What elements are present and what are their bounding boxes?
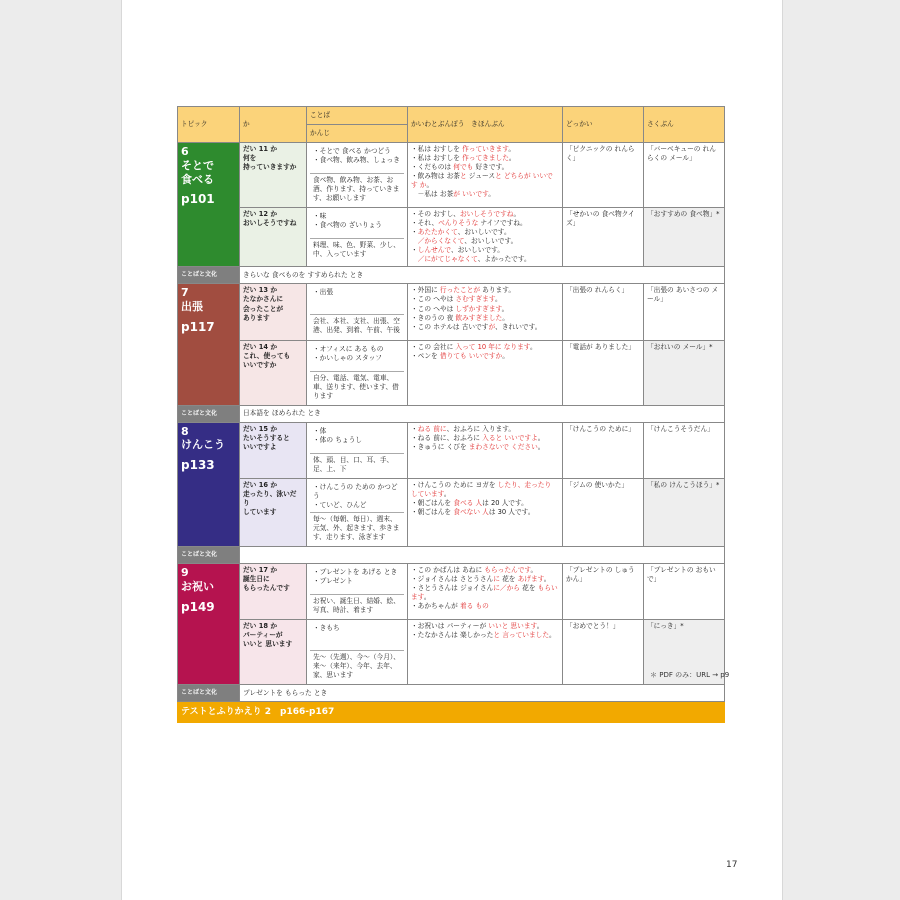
grammar-highlight: もらいます xyxy=(411,584,558,602)
lesson-title-line: あります xyxy=(243,313,270,322)
grammar-text: ・その おすし、 xyxy=(411,210,460,219)
unit-page: p133 xyxy=(181,458,215,473)
lesson-title-cell xyxy=(240,478,307,546)
header-dokkai: どっかい xyxy=(563,107,644,143)
reading-cell: 「電話が ありました」 xyxy=(563,340,644,405)
writing-cell: 「おれいの メール」* xyxy=(644,340,725,405)
kanji-list: 会社、本社、支社、出張、空港、出発、到着、午前、午後 xyxy=(313,317,400,335)
lesson-row xyxy=(178,620,725,685)
vocab-cell xyxy=(307,284,408,340)
lesson-title-cell xyxy=(240,143,307,208)
unit-topic-cell xyxy=(178,564,240,685)
lesson-row xyxy=(178,422,725,478)
vocab-topics xyxy=(310,481,404,513)
lesson-title-line: いいと 思います xyxy=(243,640,293,649)
vocab-cell xyxy=(307,422,408,478)
grammar-highlight: 飲みすぎました xyxy=(455,313,503,322)
grammar-sentence xyxy=(411,190,559,199)
vocab-topics xyxy=(310,622,404,651)
lesson-title-line: だい 17 か xyxy=(243,566,278,575)
reading-cell: 「ジムの 使いかた」 xyxy=(563,478,644,546)
reading-cell: 「ピクニックの れんらく」 xyxy=(563,143,644,208)
writing-cell: 「おすすめの 食べ物」* xyxy=(644,208,725,267)
culture-label: ことばと文化 xyxy=(178,405,240,422)
kanji-list: 体、頭、目、口、耳、手、足、上、下 xyxy=(313,455,394,473)
lesson-title-cell xyxy=(240,620,307,685)
grammar-highlight: あげます xyxy=(517,575,544,584)
grammar-sentence xyxy=(411,575,559,584)
grammar-text: 、おいしいです。 xyxy=(464,237,518,246)
grammar-sentence xyxy=(411,584,559,602)
grammar-sentence xyxy=(411,323,559,332)
reading-cell: 「せかいの 食べ物クイズ」 xyxy=(563,208,644,267)
grammar-sentence xyxy=(411,425,559,434)
culture-text: プレゼントを もらった とき xyxy=(240,685,725,702)
grammar-text: ・くだものは xyxy=(411,163,454,172)
unit-title: お祝い xyxy=(181,579,214,593)
culture-label: ことばと文化 xyxy=(178,547,240,564)
writing-cell: 「けんこうそうだん」 xyxy=(644,422,725,478)
unit-title: そとで xyxy=(181,158,214,172)
header-grammar: かいわとぶんぽう きほんぶん xyxy=(408,107,563,143)
grammar-text: 。 xyxy=(494,295,502,304)
writing-cell: 「バーベキューの れんらくの メール」 xyxy=(644,143,725,208)
header-ka: か xyxy=(240,107,307,143)
kanji-list: 料理、味、色、野菜、少し、中、入っています xyxy=(313,241,400,259)
grammar-text: 。 xyxy=(536,622,544,631)
header-sakubun: さくぶん xyxy=(644,107,725,143)
lesson-title-line: 会ったことが xyxy=(243,304,284,313)
grammar-text: 。 xyxy=(423,593,431,602)
grammar-sentence xyxy=(411,481,559,499)
vocab-cell xyxy=(307,340,408,405)
grammar-cell xyxy=(408,564,563,620)
grammar-text: 。 xyxy=(488,190,495,199)
grammar-sentence xyxy=(411,228,559,237)
vocab-topic: ・プレゼント xyxy=(313,577,353,586)
lesson-row xyxy=(178,564,725,620)
vocab-topic: ・出張 xyxy=(313,288,334,297)
grammar-text: 、おいしいです。 xyxy=(457,228,511,237)
writing-cell: 「私の けんこうほう」* xyxy=(644,478,725,546)
lesson-row xyxy=(178,208,725,267)
footnote: ＊ PDF のみ：URL → p9 xyxy=(650,671,730,679)
grammar-sentence xyxy=(411,602,559,611)
grammar-text: ・飲み物は お茶 xyxy=(411,172,460,181)
kanji-list: 毎～（毎朝、毎日）、週末、元気、外、起きます、歩きます、走ります、泳ぎます xyxy=(313,514,400,541)
grammar-text: ・きのうの 夜 xyxy=(411,313,456,322)
lesson-title-line: たなかさんに xyxy=(243,295,284,304)
unit-page: p117 xyxy=(181,319,215,334)
culture-row xyxy=(178,685,725,702)
grammar-highlight: しんせんで xyxy=(417,246,451,255)
lesson-title-line: いいですか xyxy=(243,360,277,369)
grammar-text: あります。 xyxy=(480,286,516,295)
vocab-topics xyxy=(310,566,404,595)
writing-cell: 「プレゼントの おもいで」 xyxy=(644,564,725,620)
grammar-sentence xyxy=(411,343,559,352)
lesson-title-line: おいしそうですね xyxy=(243,219,297,228)
grammar-sentence xyxy=(411,145,559,154)
table-body xyxy=(178,143,725,723)
grammar-text: ・外国に xyxy=(411,286,440,295)
vocab-topic: ・食べ物の ざいりょう xyxy=(313,221,382,230)
test-review-row xyxy=(178,702,725,723)
grammar-text: 花を xyxy=(499,575,518,584)
lesson-title-line: パーティーが xyxy=(243,631,283,640)
grammar-text: 。 xyxy=(543,575,551,584)
vocab-topic: ・かいしゃの スタッフ xyxy=(313,353,382,362)
culture-row xyxy=(178,267,725,284)
vocab-topic: ・きもち xyxy=(313,624,340,633)
lesson-title-line: いいですよ xyxy=(243,442,277,451)
grammar-highlight: 借りても いいですか xyxy=(439,351,503,360)
grammar-sentence xyxy=(411,163,559,172)
vocab-cell xyxy=(307,478,408,546)
lesson-title-line: だい 12 か xyxy=(243,210,278,219)
reading-cell: 「出張の れんらく」 xyxy=(563,284,644,340)
grammar-sentence xyxy=(411,219,559,228)
vocab-topic: ・そとで 食べる かつどう xyxy=(313,147,391,155)
vocab-topic: ・味 xyxy=(313,212,327,221)
grammar-sentence xyxy=(411,434,559,443)
kanji-list: 先～（先週）、今～（今月）、来～（来年）、今年、去年、家、思います xyxy=(313,653,400,680)
culture-row xyxy=(178,405,725,422)
vocab-topics xyxy=(310,210,404,239)
lesson-row xyxy=(178,478,725,546)
lesson-title-line: 誕生日に xyxy=(243,575,270,584)
unit-title: けんこう xyxy=(181,438,225,452)
vocab-topic: ・ていど、ひんど xyxy=(313,500,367,509)
unit-page: p149 xyxy=(181,599,215,614)
grammar-sentence xyxy=(411,172,559,190)
grammar-highlight: が いいです xyxy=(453,190,489,199)
lesson-title-line: だい 16 か xyxy=(243,480,278,489)
grammar-highlight: に／から xyxy=(493,584,520,593)
vocab-cell xyxy=(307,620,408,685)
grammar-highlight: が xyxy=(488,322,496,331)
grammar-text: 、おふろに 入ります。 xyxy=(446,424,516,433)
grammar-cell xyxy=(408,143,563,208)
unit-title: 出張 xyxy=(181,300,203,314)
unit-title-2: 食べる xyxy=(181,172,214,186)
culture-label: ことばと文化 xyxy=(178,685,240,702)
grammar-text: ・私は おすしを xyxy=(411,154,463,163)
culture-row xyxy=(178,547,725,564)
grammar-highlight: と xyxy=(459,172,467,181)
reading-cell: 「おめでとう！」 xyxy=(563,620,644,685)
grammar-text: 。 xyxy=(508,145,516,153)
grammar-text: ジュース xyxy=(466,172,496,181)
vocab-topic: ・けんこうの ための かつどう xyxy=(313,482,398,500)
grammar-cell xyxy=(408,422,563,478)
unit-topic-cell xyxy=(178,422,240,546)
grammar-highlight: あたたかくて xyxy=(417,228,458,237)
lesson-row xyxy=(178,340,725,405)
lesson-title-line: 何を xyxy=(243,154,257,163)
grammar-text: 。 xyxy=(530,566,538,575)
lesson-title-line: 持っていきますか xyxy=(243,163,297,172)
grammar-highlight: 何でも xyxy=(453,163,474,172)
grammar-highlight: に xyxy=(493,575,500,584)
grammar-cell xyxy=(408,208,563,267)
grammar-highlight: 食べない 人 xyxy=(453,507,489,516)
grammar-text: ・ xyxy=(411,228,418,237)
lesson-title-line: これ、使っても xyxy=(243,351,291,360)
culture-label: ことばと文化 xyxy=(178,267,240,284)
grammar-text: ・この ホテルは 古いです xyxy=(411,322,489,331)
unit-topic-cell xyxy=(178,284,240,405)
grammar-text: ・あかちゃんが xyxy=(411,602,460,611)
grammar-sentence xyxy=(411,210,559,219)
unit-number: 7 xyxy=(181,286,189,300)
grammar-sentence xyxy=(411,508,559,517)
lesson-title-cell xyxy=(240,208,307,267)
test-review-label: テストとふりかえり 2 p166-p167 xyxy=(178,702,725,723)
grammar-highlight: と 言っていました xyxy=(493,631,550,640)
unit-number: 6 xyxy=(181,145,189,158)
grammar-text: は 20 人です。 xyxy=(482,498,528,507)
grammar-cell xyxy=(408,340,563,405)
vocab-topics xyxy=(310,343,404,372)
grammar-cell xyxy=(408,284,563,340)
grammar-text: ナイフですね。 xyxy=(478,219,527,228)
grammar-highlight: したり、走ったり しています xyxy=(411,480,552,498)
grammar-text: ・ねる 前に、おふろに xyxy=(411,433,483,442)
grammar-text: 好きです。 xyxy=(473,163,509,172)
grammar-sentence xyxy=(411,622,559,631)
grammar-text: 。 xyxy=(508,154,516,163)
grammar-sentence xyxy=(411,237,559,246)
grammar-text: ・この かばんは あねに xyxy=(411,566,485,575)
grammar-text: ・この へやは xyxy=(411,295,456,304)
vocab-topic: ・体の ちょうし xyxy=(313,435,362,444)
grammar-text: ・たなかさんは 楽しかった xyxy=(411,631,494,640)
grammar-highlight: 食べる 人 xyxy=(453,498,483,507)
grammar-text: ・ジョイさんは さとうさん xyxy=(411,575,494,584)
grammar-text: は 30 人です。 xyxy=(488,507,535,516)
lesson-title-line: しています xyxy=(243,507,277,516)
grammar-highlight: まわさないで ください xyxy=(468,442,538,451)
lesson-title-line: だい 13 か xyxy=(243,286,278,295)
grammar-text: ・お祝いは パーティーが xyxy=(411,622,489,631)
grammar-text: 花を xyxy=(520,584,538,593)
grammar-text: 。 xyxy=(549,631,556,640)
grammar-text xyxy=(411,237,418,245)
grammar-highlight: ／からくなくて xyxy=(417,237,465,246)
grammar-text: ・それ、 xyxy=(411,219,439,228)
grammar-text: ・けんこうの ために ヨガを xyxy=(411,480,498,489)
lesson-title-cell xyxy=(240,422,307,478)
lesson-title-line: 走ったり、泳いだり xyxy=(243,489,297,507)
lesson-title-cell xyxy=(240,564,307,620)
grammar-highlight: 入って 10 年に なります xyxy=(455,342,530,351)
grammar-text: ・この 会社に xyxy=(411,342,456,351)
grammar-text: 。 xyxy=(502,351,509,360)
lesson-title-line: だい 18 か xyxy=(243,622,278,631)
unit-number: 9 xyxy=(181,566,189,580)
grammar-text: 。 xyxy=(529,342,537,351)
unit-topic-cell xyxy=(178,143,240,267)
grammar-cell xyxy=(408,620,563,685)
grammar-text: 。 xyxy=(502,313,509,322)
kanji-list: 自分、電話、電気、電車、車、送ります、使います、借ります xyxy=(313,373,399,400)
grammar-highlight: 作ってきました xyxy=(462,154,509,163)
grammar-sentence xyxy=(411,443,559,452)
grammar-highlight: ／にがてじゃなくて xyxy=(417,255,478,264)
grammar-text: 。 xyxy=(537,433,545,442)
grammar-sentence xyxy=(411,566,559,575)
grammar-text: ・ xyxy=(411,424,418,433)
vocab-topic: ・オフィスに ある もの xyxy=(313,344,384,353)
grammar-text: 。 xyxy=(501,304,509,313)
grammar-sentence xyxy=(411,246,559,255)
grammar-text: －私は お茶 xyxy=(411,190,454,199)
grammar-cell xyxy=(408,478,563,546)
grammar-text: ・朝ごはんを xyxy=(411,498,454,507)
grammar-highlight: 入ると いいですよ xyxy=(482,433,538,442)
vocab-cell xyxy=(307,564,408,620)
lesson-row xyxy=(178,143,725,208)
grammar-text: ・この へやは xyxy=(411,304,456,313)
vocab-topic: ・プレゼントを あげる とき xyxy=(313,568,398,577)
vocab-topic: ・食べ物、飲み物、しょっき xyxy=(313,156,400,165)
grammar-sentence xyxy=(411,352,559,361)
grammar-highlight: 行ったことが xyxy=(439,286,481,295)
grammar-text: 。 xyxy=(426,181,434,190)
reading-cell: 「プレゼントの しゅうかん」 xyxy=(563,564,644,620)
reading-cell: 「けんこうの ために」 xyxy=(563,422,644,478)
grammar-sentence xyxy=(411,154,559,163)
lesson-title-cell xyxy=(240,340,307,405)
grammar-sentence xyxy=(411,305,559,314)
lesson-title-line: だい 14 か xyxy=(243,342,278,351)
grammar-highlight: おいしそうですね xyxy=(459,210,514,219)
lesson-title-line: だい 15 か xyxy=(243,424,278,433)
grammar-text: 。 xyxy=(513,210,521,219)
grammar-sentence xyxy=(411,499,559,508)
unit-number: 8 xyxy=(181,424,189,438)
lesson-row xyxy=(178,284,725,340)
grammar-text: ・私は おすしを xyxy=(411,145,463,153)
lesson-title-line: だい 11 か xyxy=(243,145,278,153)
vocab-cell xyxy=(307,143,408,208)
grammar-highlight: と どちらが いいです か xyxy=(411,172,553,190)
grammar-text: 。 xyxy=(537,442,545,451)
grammar-highlight: さむすぎます xyxy=(455,295,495,304)
lesson-title-line: たいそうすると xyxy=(243,433,290,442)
grammar-highlight: ねる 前に xyxy=(417,424,447,433)
vocab-topics xyxy=(310,425,404,454)
grammar-text: ・朝ごはんを xyxy=(411,507,454,516)
vocab-topics xyxy=(310,145,404,174)
kanji-list: お祝い、誕生日、結婚、絵、写真、時計、着ます xyxy=(313,597,400,615)
culture-text xyxy=(240,547,725,564)
grammar-sentence xyxy=(411,295,559,304)
grammar-text: 、おいしいです。 xyxy=(451,246,504,255)
grammar-text: 、よかったです。 xyxy=(477,255,531,264)
curriculum-table xyxy=(177,106,725,723)
culture-text: 日本語を ほめられた とき xyxy=(240,405,725,422)
lesson-title-cell xyxy=(240,284,307,340)
grammar-text: 、きれいです。 xyxy=(495,322,542,331)
unit-page: p101 xyxy=(181,192,215,207)
grammar-text xyxy=(411,255,418,263)
kanji-list: 食べ物、飲み物、お茶、お酒、作ります、持っていきます、お願いします xyxy=(313,176,400,203)
lesson-title-line: もらったんです xyxy=(243,584,290,593)
grammar-sentence xyxy=(411,631,559,640)
header-topic: トピック xyxy=(178,107,240,143)
page-number: 17 xyxy=(726,860,738,870)
grammar-highlight: 着る もの xyxy=(459,602,489,611)
writing-cell: 「出張の あいさつの メール」 xyxy=(644,284,725,340)
grammar-text: ・ペンを xyxy=(411,351,440,360)
grammar-highlight: 作っていきます xyxy=(462,145,509,153)
grammar-text: ・きゅうに くびを xyxy=(411,442,469,451)
vocab-topic: ・体 xyxy=(313,426,327,435)
grammar-text: ・さとうさんは ジョイさん xyxy=(411,584,494,593)
culture-text: きらいな 食べものを すすめられた とき xyxy=(240,267,725,284)
vocab-topics xyxy=(310,286,404,315)
grammar-sentence xyxy=(411,255,559,264)
grammar-text: ・ xyxy=(411,246,418,255)
grammar-text: 。 xyxy=(443,489,451,498)
grammar-highlight: しずかすぎます xyxy=(455,304,502,313)
header-kanji: かんじ xyxy=(307,125,408,143)
grammar-highlight: べんりそうな xyxy=(438,219,479,228)
grammar-highlight: いいと 思います xyxy=(488,622,537,631)
header-kotoba: ことば xyxy=(307,107,408,125)
grammar-sentence xyxy=(411,314,559,323)
grammar-highlight: もらったんです xyxy=(484,566,531,575)
writing-cell: 「にっき」* xyxy=(644,620,725,685)
vocab-cell xyxy=(307,208,408,267)
